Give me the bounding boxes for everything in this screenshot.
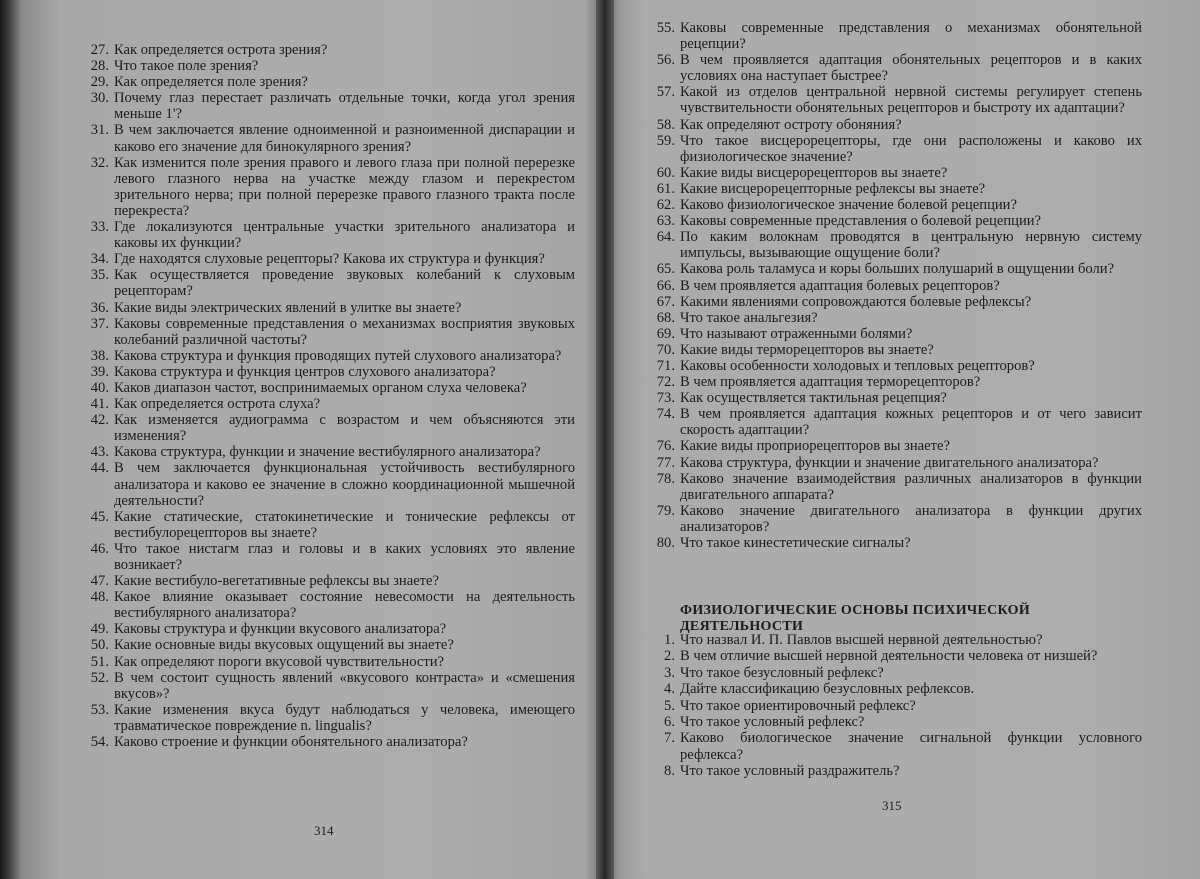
question-text: Что называют отраженными болями? bbox=[680, 325, 913, 342]
question-item bbox=[646, 698, 1142, 714]
question-item bbox=[646, 133, 1142, 165]
question-item bbox=[646, 181, 1142, 197]
question-number: 38. bbox=[90, 347, 109, 364]
question-number: 47. bbox=[90, 573, 109, 590]
question-number: 45. bbox=[90, 508, 109, 525]
question-text: Что такое ориентировочный рефлекс? bbox=[680, 697, 916, 714]
question-item bbox=[646, 213, 1142, 229]
question-item bbox=[646, 730, 1142, 763]
question-text: В чем заключается функциональная устойчивость вестибулярного анализатора и каково ее значение в сложно координационной мышечной деятельности? bbox=[114, 460, 575, 509]
question-item bbox=[80, 573, 575, 589]
question-text: Каков диапазон частот, воспринимаемых органом слуха человека? bbox=[114, 379, 527, 396]
question-number: 1. bbox=[664, 632, 675, 648]
question-item bbox=[646, 52, 1142, 84]
question-text: Какие изменения вкуса будут наблюдаться у человека, имеющего травматическое повреждение n. lingualis? bbox=[114, 701, 575, 734]
question-number: 65. bbox=[656, 261, 675, 278]
question-item bbox=[646, 165, 1142, 181]
question-item bbox=[646, 342, 1142, 358]
question-item bbox=[80, 734, 575, 750]
question-item bbox=[80, 219, 575, 251]
section-heading: ФИЗИОЛОГИЧЕСКИЕ ОСНОВЫ ПСИХИЧЕСКОЙ ДЕЯТЕЛЬНОСТИ bbox=[680, 603, 1031, 634]
question-text: Каковы современные представления о механизмах восприятия звуковых колебаний различной частоты? bbox=[114, 315, 575, 348]
question-item bbox=[646, 84, 1142, 116]
question-number: 28. bbox=[90, 58, 109, 75]
question-text: Как определяется острота слуха? bbox=[114, 396, 321, 413]
question-number: 29. bbox=[90, 74, 109, 91]
question-text: Как определяют пороги вкусовой чувствительности? bbox=[114, 653, 445, 670]
question-item bbox=[80, 380, 575, 396]
question-number: 50. bbox=[90, 637, 109, 654]
question-text: В чем проявляется адаптация кожных рецепторов и от чего зависит скорость адаптации? bbox=[680, 406, 1142, 439]
question-item bbox=[646, 632, 1142, 648]
question-number: 80. bbox=[656, 535, 675, 551]
left-question-list bbox=[80, 42, 575, 750]
question-item bbox=[80, 316, 575, 348]
question-item bbox=[80, 300, 575, 316]
question-item bbox=[646, 665, 1142, 681]
section-question-list bbox=[646, 632, 1142, 780]
question-text: Какой из отделов центральной нервной системы регулирует степень чувствительности обонятельных рецепторов и быстроту их адаптации? bbox=[680, 84, 1142, 117]
question-item bbox=[646, 681, 1142, 697]
question-number: 27. bbox=[90, 42, 109, 58]
question-item bbox=[646, 278, 1142, 294]
question-text: Какова структура, функции и значение вестибулярного анализатора? bbox=[114, 444, 541, 461]
question-item bbox=[80, 122, 575, 154]
question-text: В чем проявляется адаптация терморецепторов? bbox=[680, 374, 981, 391]
question-number: 35. bbox=[90, 267, 109, 284]
question-number: 59. bbox=[656, 132, 675, 149]
question-text: Какими явлениями сопровождаются болевые рефлексы? bbox=[680, 293, 1032, 310]
question-item bbox=[80, 621, 575, 637]
question-text: Какие вестибуло-вегетативные рефлексы вы знаете? bbox=[114, 573, 440, 590]
question-number: 31. bbox=[90, 122, 109, 139]
question-text: Какие виды электрических явлений в улитке вы знаете? bbox=[114, 299, 462, 316]
question-text: В чем заключается явление одноименной и разноименной диспарации и каково его значение для бинокулярного зрения? bbox=[114, 122, 575, 155]
right-question-list bbox=[646, 20, 1142, 551]
question-item bbox=[646, 261, 1142, 277]
question-number: 55. bbox=[656, 20, 675, 36]
question-number: 63. bbox=[656, 213, 675, 230]
question-text: Где находятся слуховые рецепторы? Какова их структура и функция? bbox=[114, 251, 545, 268]
question-number: 64. bbox=[656, 229, 675, 246]
question-item bbox=[80, 412, 575, 444]
question-text: Какие виды проприорецепторов вы знаете? bbox=[680, 438, 950, 455]
question-item bbox=[646, 374, 1142, 390]
question-text: Как осуществляется тактильная рецепция? bbox=[680, 390, 947, 407]
question-text: Какие висцерорецепторные рефлексы вы знаете? bbox=[680, 180, 986, 197]
question-number: 44. bbox=[90, 460, 109, 477]
question-number: 37. bbox=[90, 315, 109, 332]
question-number: 39. bbox=[90, 363, 109, 380]
question-number: 72. bbox=[656, 374, 675, 391]
question-number: 54. bbox=[90, 734, 109, 751]
question-item bbox=[80, 396, 575, 412]
question-text: Как осуществляется проведение звуковых колебаний к слуховым рецепторам? bbox=[114, 267, 575, 300]
question-number: 52. bbox=[90, 669, 109, 686]
question-item bbox=[646, 326, 1142, 342]
question-item bbox=[80, 444, 575, 460]
question-number: 6. bbox=[664, 714, 675, 731]
question-number: 73. bbox=[656, 390, 675, 407]
question-item bbox=[80, 541, 575, 573]
question-item bbox=[80, 348, 575, 364]
question-number: 32. bbox=[90, 154, 109, 171]
question-number: 79. bbox=[656, 502, 675, 519]
question-text: Каково строение и функции обонятельного анализатора? bbox=[114, 734, 468, 751]
question-number: 48. bbox=[90, 589, 109, 606]
question-item bbox=[80, 509, 575, 541]
question-text: Каковы структура и функции вкусового анализатора? bbox=[114, 621, 447, 638]
question-text: Что такое анальгезия? bbox=[680, 309, 818, 326]
question-text: Что назвал И. П. Павлов высшей нервной деятельностью? bbox=[680, 632, 1043, 648]
question-text: В чем проявляется адаптация болевых рецепторов? bbox=[680, 277, 1000, 294]
question-text: Каково значение двигательного анализатора в функции других анализаторов? bbox=[680, 502, 1142, 535]
question-item bbox=[646, 455, 1142, 471]
question-item bbox=[80, 74, 575, 90]
question-item bbox=[646, 535, 1142, 551]
question-item bbox=[646, 117, 1142, 133]
question-item bbox=[80, 42, 575, 58]
question-number: 41. bbox=[90, 396, 109, 413]
question-number: 51. bbox=[90, 653, 109, 670]
question-number: 3. bbox=[664, 664, 675, 681]
question-item bbox=[80, 670, 575, 702]
question-number: 68. bbox=[656, 309, 675, 326]
question-item bbox=[646, 714, 1142, 730]
question-number: 30. bbox=[90, 90, 109, 107]
question-text: Какое влияние оказывает состояние невесомости на деятельность вестибулярного анализатора? bbox=[114, 589, 575, 622]
question-text: Каково биологическое значение сигнальной функции условного рефлекса? bbox=[680, 730, 1142, 763]
question-number: 56. bbox=[656, 52, 675, 69]
question-text: Каково значение взаимодействия различных анализаторов в функции двигательного аппарата? bbox=[680, 470, 1142, 503]
question-text: Что такое условный рефлекс? bbox=[680, 714, 865, 731]
question-text: Каково физиологическое значение болевой рецепции? bbox=[680, 197, 1017, 214]
question-number: 4. bbox=[664, 681, 675, 698]
question-text: Как определяется острота зрения? bbox=[114, 42, 328, 58]
question-text: Какова структура и функция центров слухового анализатора? bbox=[114, 363, 496, 380]
question-item bbox=[646, 197, 1142, 213]
question-number: 40. bbox=[90, 379, 109, 396]
question-item bbox=[646, 438, 1142, 454]
question-item bbox=[80, 267, 575, 299]
question-text: В чем отличие высшей нервной деятельности человека от низшей? bbox=[680, 648, 1098, 665]
question-text: Как определяется поле зрения? bbox=[114, 74, 308, 91]
question-number: 7. bbox=[664, 730, 675, 747]
question-text: Какова структура и функция проводящих путей слухового анализатора? bbox=[114, 347, 562, 364]
question-text: В чем проявляется адаптация обонятельных рецепторов и в каких условиях она наступает быстрее? bbox=[680, 52, 1142, 85]
question-number: 58. bbox=[656, 116, 675, 133]
question-number: 77. bbox=[656, 454, 675, 471]
question-number: 76. bbox=[656, 438, 675, 455]
question-number: 42. bbox=[90, 412, 109, 429]
question-item bbox=[646, 471, 1142, 503]
question-text: Что такое условный раздражитель? bbox=[680, 763, 900, 780]
question-number: 57. bbox=[656, 84, 675, 101]
question-text: Почему глаз перестает различать отдельные точки, когда угол зрения меньше 1'? bbox=[114, 90, 575, 123]
question-number: 8. bbox=[664, 763, 675, 780]
question-number: 69. bbox=[656, 325, 675, 342]
question-item bbox=[646, 294, 1142, 310]
question-text: Где локализуются центральные участки зрительного анализатора и каковы их функции? bbox=[114, 219, 575, 252]
question-number: 34. bbox=[90, 251, 109, 268]
question-item bbox=[646, 20, 1142, 52]
question-text: Как определяют остроту обоняния? bbox=[680, 116, 902, 133]
question-item bbox=[80, 251, 575, 267]
question-text: Каковы особенности холодовых и тепловых рецепторов? bbox=[680, 357, 1035, 374]
question-text: Что такое поле зрения? bbox=[114, 58, 259, 75]
question-text: В чем состоит сущность явлений «вкусового контраста» и «смешения вкусов»? bbox=[114, 669, 575, 702]
question-item bbox=[80, 702, 575, 734]
question-number: 60. bbox=[656, 164, 675, 181]
question-number: 49. bbox=[90, 621, 109, 638]
question-text: Какие виды висцерорецепторов вы знаете? bbox=[680, 164, 948, 181]
question-item bbox=[646, 763, 1142, 779]
question-text: Каковы современные представления о механизмах обонятельной рецепции? bbox=[680, 20, 1142, 53]
question-number: 67. bbox=[656, 293, 675, 310]
question-number: 43. bbox=[90, 444, 109, 461]
question-item bbox=[80, 58, 575, 74]
question-number: 46. bbox=[90, 540, 109, 557]
question-item bbox=[646, 229, 1142, 261]
question-text: Дайте классификацию безусловных рефлексов. bbox=[680, 681, 975, 698]
question-text: Какова роль таламуса и коры больших полушарий в ощущении боли? bbox=[680, 261, 1115, 278]
question-number: 36. bbox=[90, 299, 109, 316]
question-number: 2. bbox=[664, 648, 675, 665]
question-item bbox=[80, 654, 575, 670]
question-item bbox=[646, 648, 1142, 664]
question-item bbox=[80, 637, 575, 653]
question-number: 61. bbox=[656, 180, 675, 197]
question-number: 70. bbox=[656, 341, 675, 358]
question-text: Что такое висцерорецепторы, где они расположены и каково их физиологическое значение? bbox=[680, 132, 1142, 165]
question-text: Какие статические, статокинетические и тонические рефлексы от вестибулорецепторов вы знаете? bbox=[114, 508, 575, 541]
book-spine bbox=[596, 0, 614, 879]
question-item bbox=[80, 364, 575, 380]
question-number: 62. bbox=[656, 197, 675, 214]
question-text: Как изменяется аудиограмма с возрастом и чем объясняются эти изменения? bbox=[114, 412, 575, 445]
question-text: Какие основные виды вкусовых ощущений вы знаете? bbox=[114, 637, 454, 654]
question-text: Какова структура, функции и значение двигательного анализатора? bbox=[680, 454, 1099, 471]
question-number: 78. bbox=[656, 470, 675, 487]
question-number: 53. bbox=[90, 701, 109, 718]
page-number-left: 314 bbox=[314, 823, 334, 838]
question-item bbox=[646, 390, 1142, 406]
question-text: Что такое безусловный рефлекс? bbox=[680, 664, 884, 681]
question-item bbox=[646, 310, 1142, 326]
question-text: По каким волокнам проводятся в центральную нервную систему импульсы, вызывающие ощущение боли? bbox=[680, 229, 1142, 262]
question-item bbox=[80, 460, 575, 508]
question-text: Какие виды терморецепторов вы знаете? bbox=[680, 341, 934, 358]
question-text: Что такое кинестетические сигналы? bbox=[680, 535, 911, 551]
question-text: Как изменится поле зрения правого и левого глаза при полной перерезке левого глазного нерва на участке между глазом и перекрестом зрительного нерва; при полной перерезке правого глазного тракта после перекреста? bbox=[114, 154, 575, 219]
question-item bbox=[80, 589, 575, 621]
question-text: Что такое нистагм глаз и головы и в каких условиях это явление возникает? bbox=[114, 540, 575, 573]
question-text: Каковы современные представления о болевой рецепции? bbox=[680, 213, 1042, 230]
question-item bbox=[80, 155, 575, 219]
question-item bbox=[646, 503, 1142, 535]
question-item bbox=[646, 358, 1142, 374]
question-item bbox=[646, 406, 1142, 438]
question-number: 33. bbox=[90, 219, 109, 236]
question-number: 5. bbox=[664, 697, 675, 714]
page-number-right: 315 bbox=[882, 798, 902, 813]
question-number: 71. bbox=[656, 357, 675, 374]
question-number: 74. bbox=[656, 406, 675, 423]
question-item bbox=[80, 90, 575, 122]
question-number: 66. bbox=[656, 277, 675, 294]
